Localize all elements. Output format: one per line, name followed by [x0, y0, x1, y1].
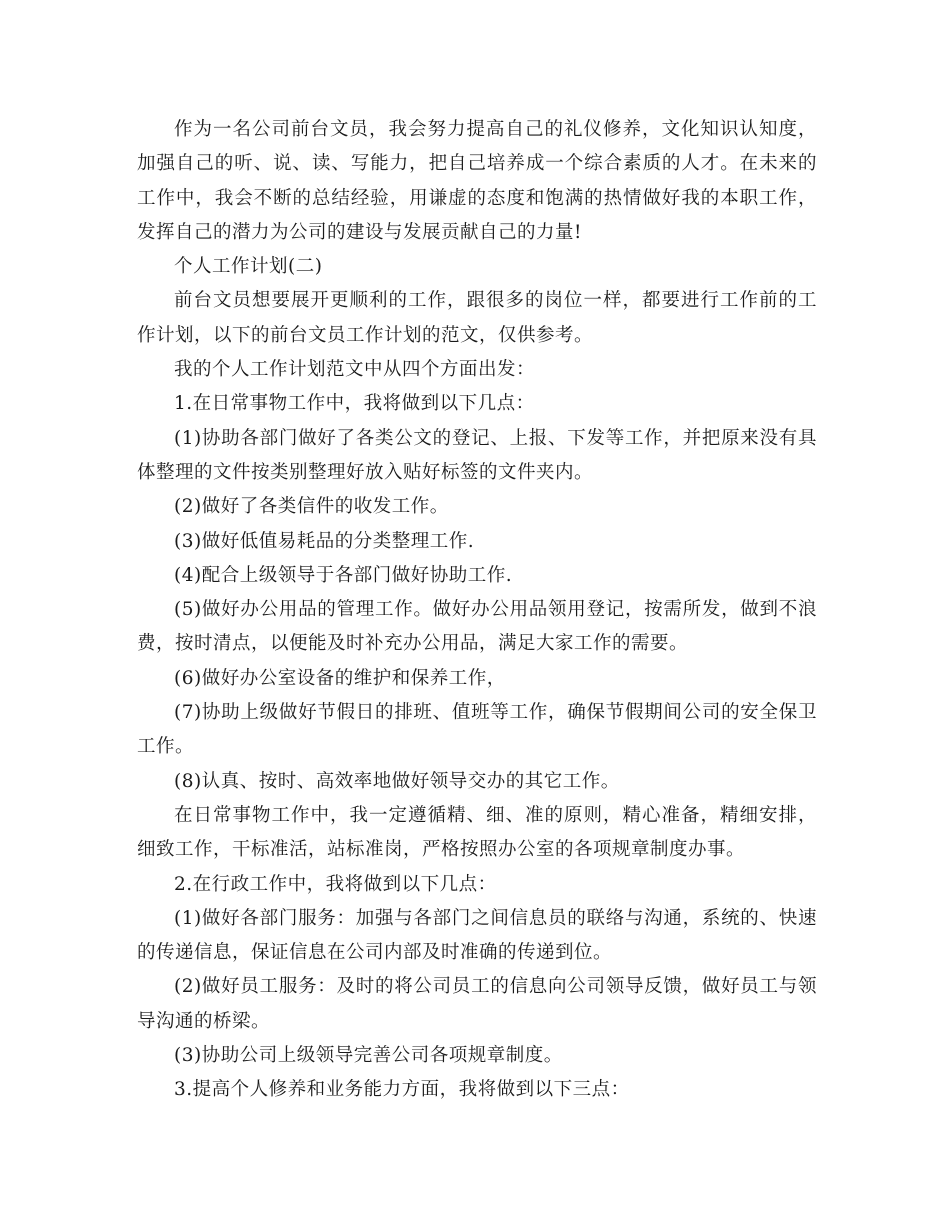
paragraph-intro-summary: 作为一名公司前台文员，我会努力提高自己的礼仪修养，文化知识认知度，加强自己的听、说、读、写能力，把自己培养成一个综合素质的人才。在未来的工作中，我会不断的总结经验，用谦虚的态度和饱满的热情做好我的本职工作，发挥自己的潜力为公司的建设与发展贡献自己的力量!	[137, 119, 817, 243]
list-heading: 2.在行政工作中，我将做到以下几点：	[174, 873, 497, 895]
list-item: (7)协助上级做好节假日的排班、值班等工作，确保节假期间公司的安全保卫工作。	[137, 702, 817, 758]
paragraph: 前台文员想要展开更顺利的工作，跟很多的岗位一样，都要进行工作前的工作计划，以下的前台文员工作计划的范文，仅供参考。	[137, 290, 817, 346]
list-item: (3)做好低值易耗品的分类整理工作.	[174, 530, 475, 552]
list-item: (2)做好员工服务：及时的将公司员工的信息向公司领导反馈，做好员工与领导沟通的桥梁。	[137, 976, 817, 1032]
list-item: (3)协助公司上级领导完善公司各项规章制度。	[174, 1045, 563, 1067]
list-heading: 1.在日常事物工作中，我将做到以下几点：	[174, 393, 535, 415]
document-body	[137, 113, 817, 1108]
list-item: (1)协助各部门做好了各类公文的登记、上报、下发等工作，并把原来没有具体整理的文件按类别整理好放入贴好标签的文件夹内。	[137, 427, 817, 483]
list-item: (5)做好办公用品的管理工作。做好办公用品领用登记，按需所发，做到不浪费，按时清点，以便能及时补充办公用品，满足大家工作的需要。	[137, 599, 817, 655]
section-heading: 个人工作计划(二)	[174, 256, 323, 278]
list-item: (8)认真、按时、高效率地做好领导交办的其它工作。	[174, 770, 620, 792]
paragraph: 在日常事物工作中，我一定遵循精、细、准的原则，精心准备，精细安排，细致工作，干标准活，站标准岗，严格按照办公室的各项规章制度办事。	[137, 804, 817, 861]
list-heading: 3.提高个人修养和业务能力方面，我将做到以下三点：	[174, 1079, 630, 1101]
paragraph: 我的个人工作计划范文中从四个方面出发：	[174, 359, 536, 381]
list-item: (6)做好办公室设备的维护和保养工作，	[174, 667, 506, 689]
list-item: (4)配合上级领导于各部门做好协助工作.	[174, 564, 513, 586]
list-item: (2)做好了各类信件的收发工作。	[174, 496, 449, 518]
list-item: (1)做好各部门服务：加强与各部门之间信息员的联络与沟通，系统的、快速的传递信息，保证信息在公司内部及时准确的传递到位。	[137, 907, 817, 964]
